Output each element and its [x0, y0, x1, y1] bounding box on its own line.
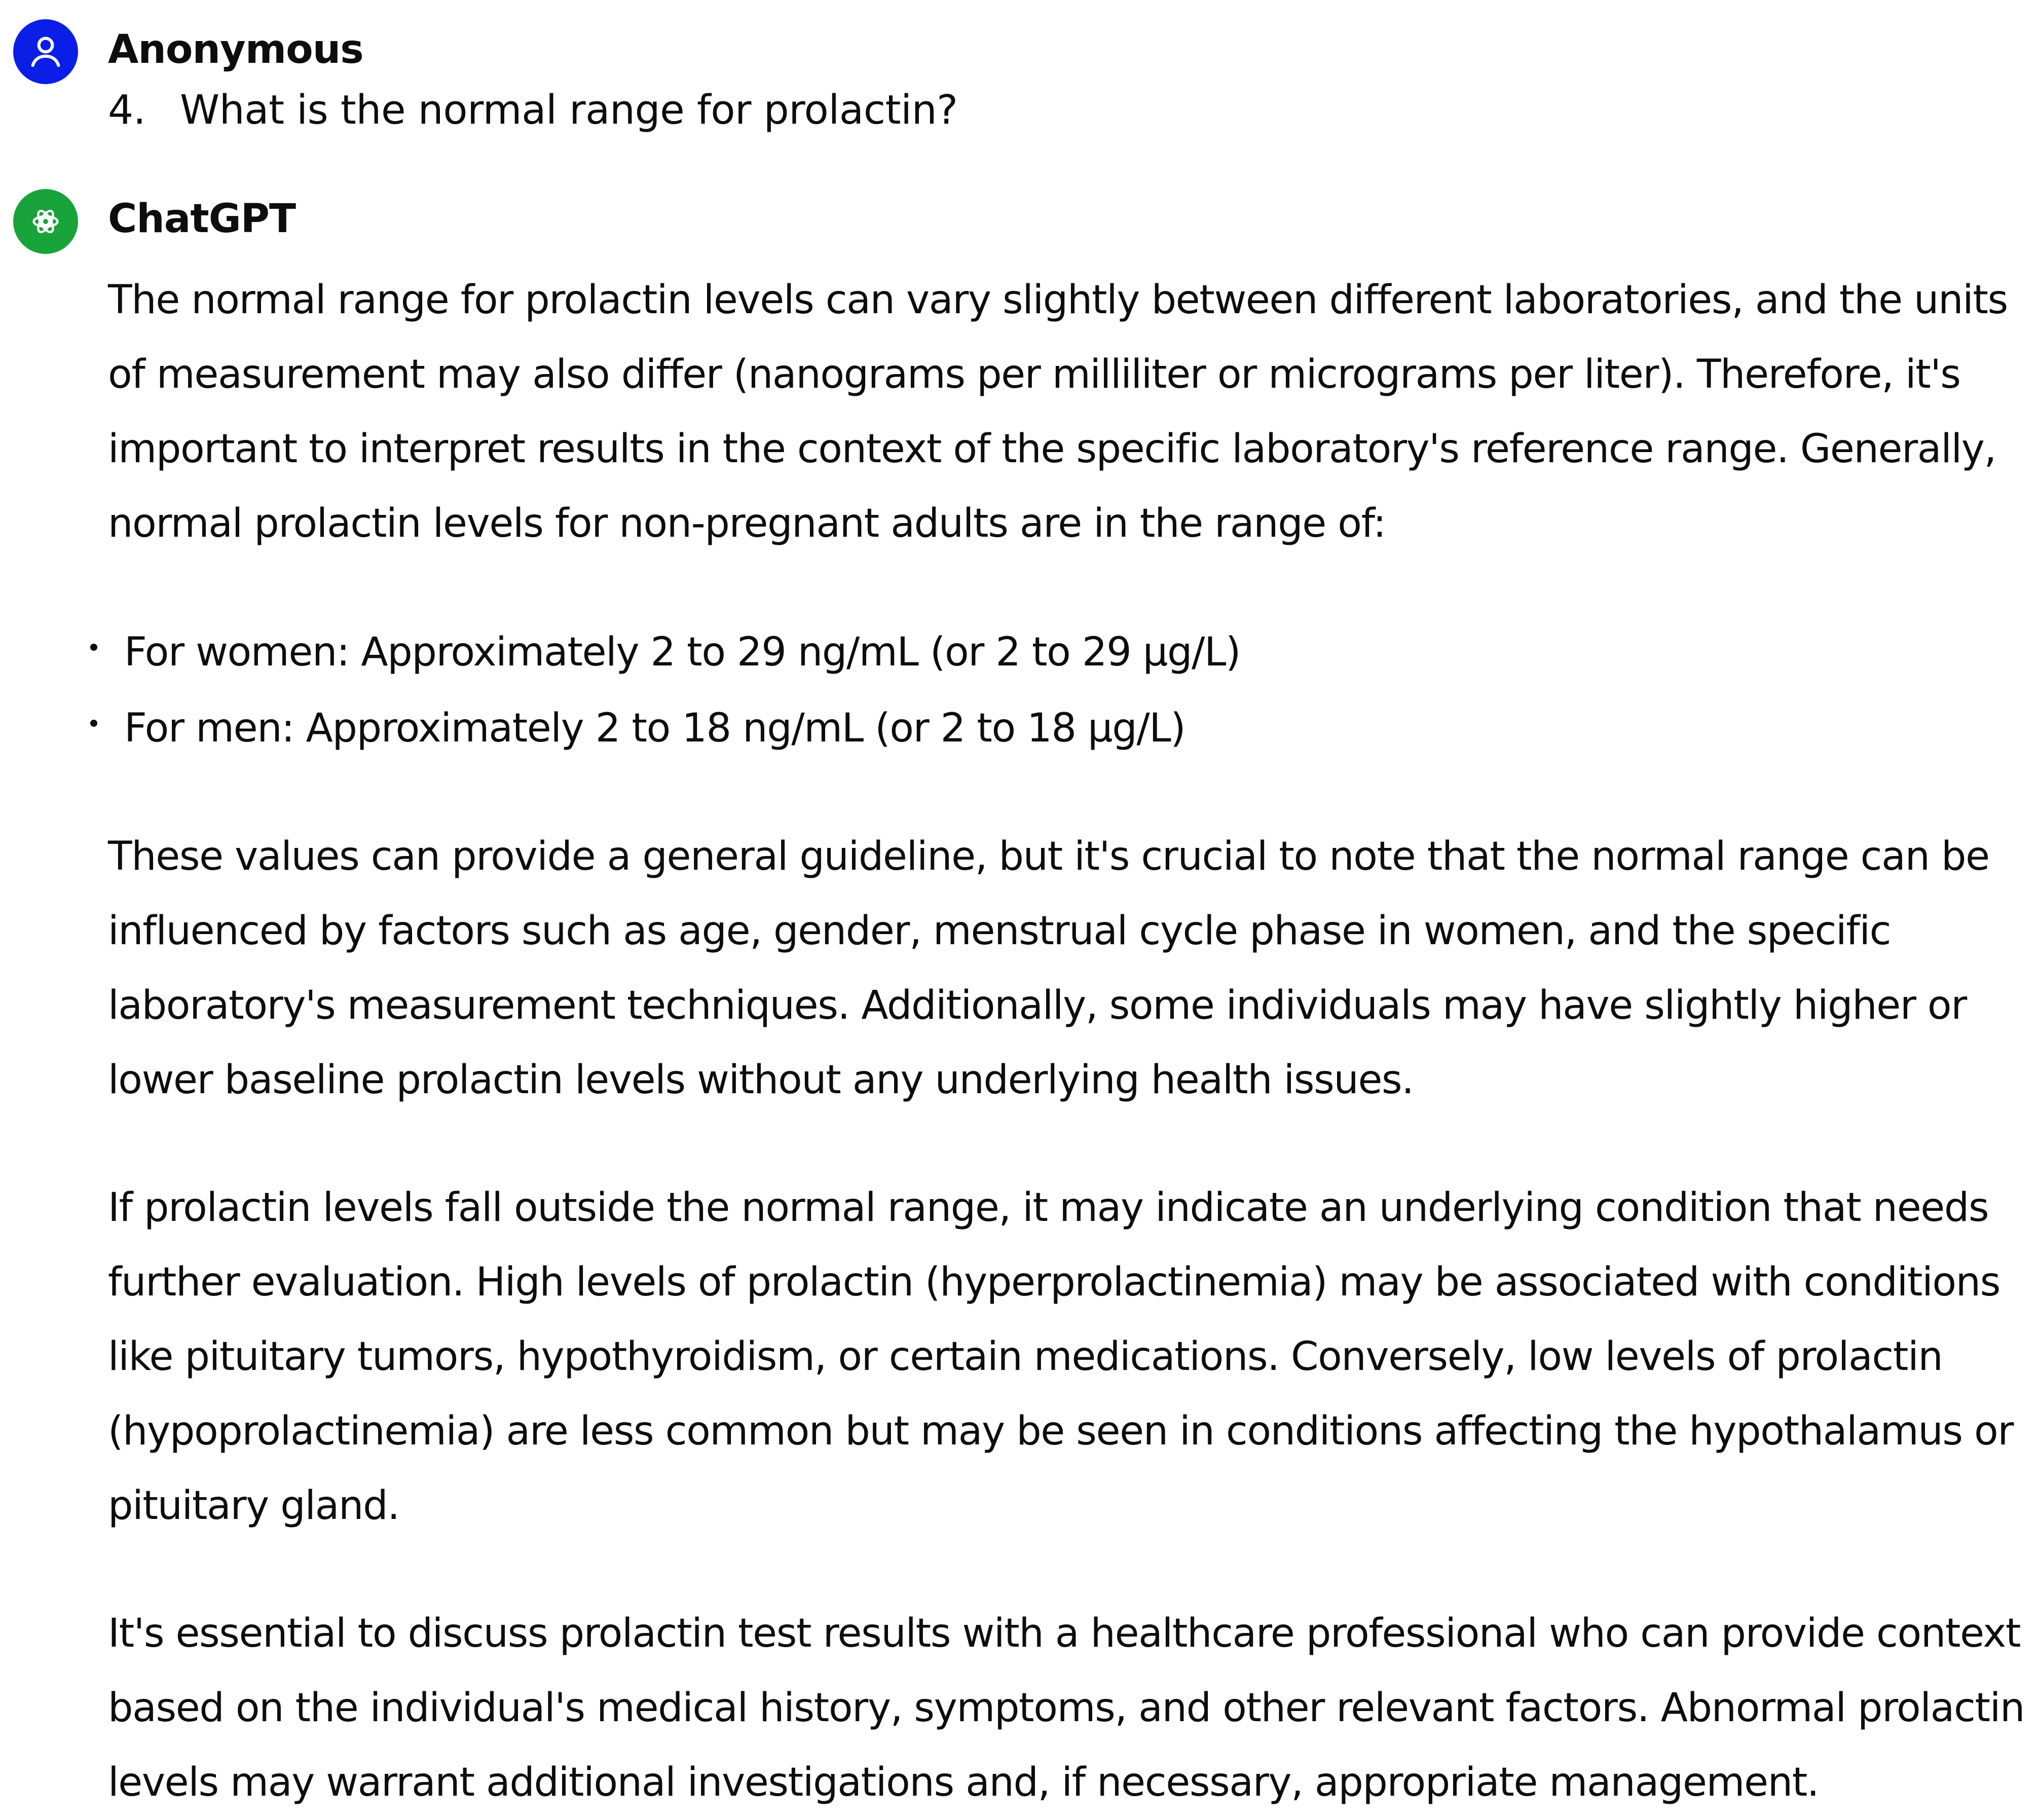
user-message — [108, 87, 958, 133]
user-avatar — [13, 19, 78, 84]
response-paragraph: The normal range for prolactin levels can vary slightly between different laboratories, and the units of measurement may also differ (nanograms per milliliter or micrograms per liter). Therefore, it's important to interpret results in the context of the specific laboratory's reference range. Generally, normal prolactin levels for non-pregnant adults are in the range of: — [108, 277, 2008, 546]
reference-range-list — [0, 614, 2027, 766]
response-paragraph: It's essential to discuss prolactin test results with a healthcare professional who can provide context based on the individual's medical history, symptoms, and other relevant factors. Abnormal prolactin levels may warrant additional investigations and, if necessary, appropriate management. — [108, 1611, 2025, 1805]
user-name: Anonymous — [108, 27, 363, 72]
response-paragraph: These values can provide a general guideline, but it's crucial to note that the normal range can be influenced by factors such as age, gender, menstrual cycle phase in women, and the specific laboratory's measurement techniques. Additionally, some individuals may have slightly higher or lower baseline prolactin levels without any underlying health issues. — [108, 834, 1989, 1103]
list-item-women-range: For women: Approximately 2 to 29 ng/mL (or 2 to 29 μg/L) — [0, 614, 2027, 690]
assistant-response — [108, 263, 2027, 1820]
response-paragraph: If prolactin levels fall outside the normal range, it may indicate an underlying condition that needs further evaluation. High levels of prolactin (hyperprolactinemia) may be associated with conditions like pituitary tumors, hypothyroidism, or certain medications. Conversely, low levels of prolactin (hypoprolactinemia) are less common but may be seen in conditions affecting the hypothalamus or pituitary gland. — [108, 1185, 2014, 1529]
question-number: 4. — [108, 87, 146, 133]
person-icon — [26, 32, 65, 71]
openai-logo-icon — [26, 202, 65, 241]
assistant-name: ChatGPT — [108, 196, 296, 242]
list-item-men-range: For men: Approximately 2 to 18 ng/mL (or 2 to 18 μg/L) — [0, 690, 2027, 766]
question-text: What is the normal range for prolactin? — [180, 87, 958, 133]
chatgpt-avatar — [13, 189, 78, 254]
